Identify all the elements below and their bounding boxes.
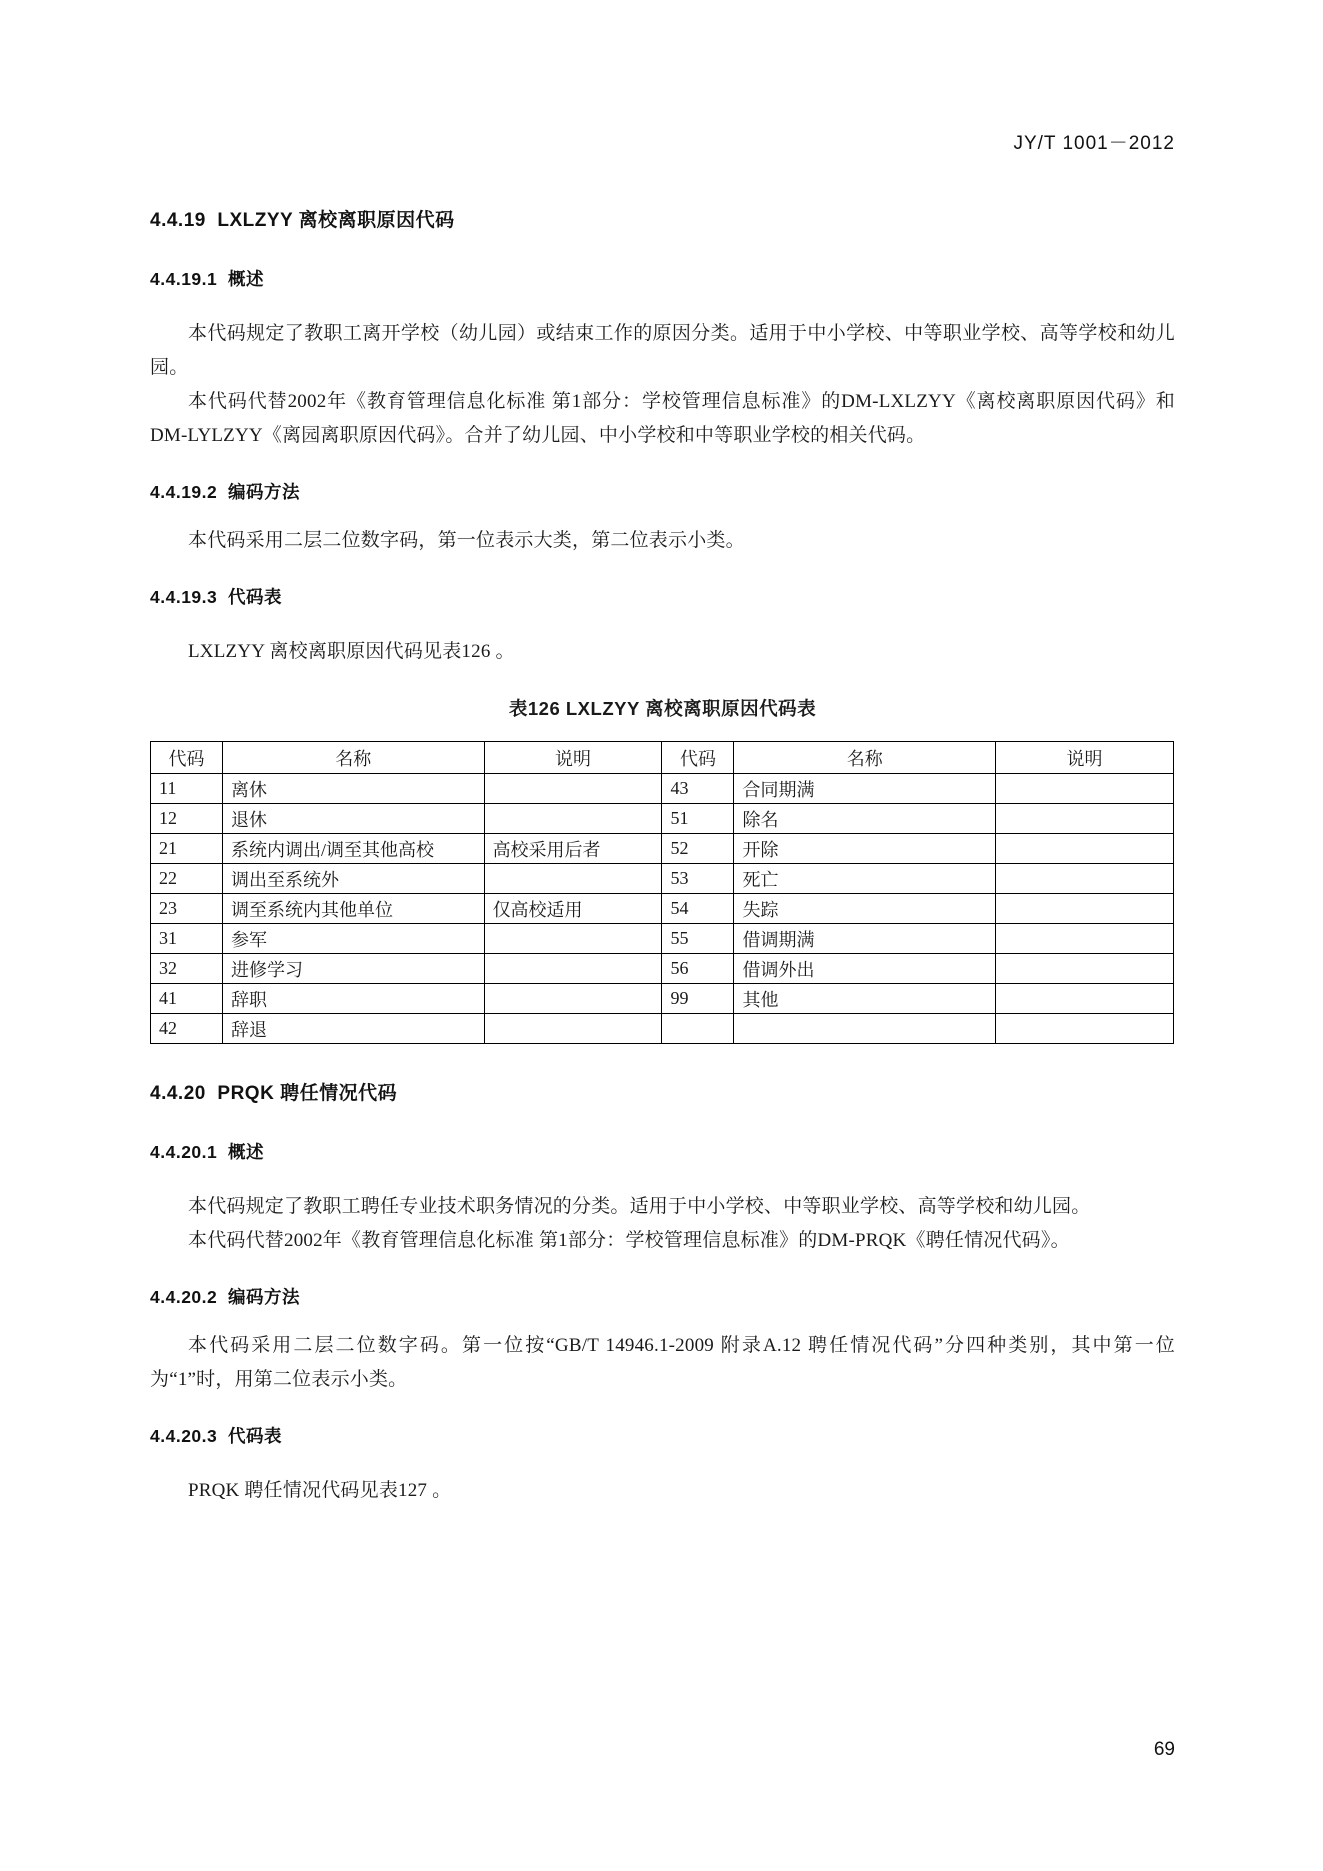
code-table (150, 741, 1174, 1044)
cell-code: 21 (151, 834, 223, 864)
paragraph-overview-prqk-2: 本代码代替2002年《教育管理信息化标准 第1部分：学校管理信息标准》的DM-PRQK《聘任情况代码》。 (188, 1230, 1070, 1251)
cell-desc (996, 954, 1174, 984)
cell-desc (996, 864, 1174, 894)
section-title: LXLZYY 离校离职原因代码 (217, 210, 455, 231)
cell-desc (484, 804, 662, 834)
cell-desc (996, 1014, 1174, 1044)
cell-name (734, 1014, 996, 1044)
subsection-heading-4-4-19-1 (150, 266, 1175, 291)
table-row (151, 954, 1174, 984)
cell-name: 调出至系统外 (223, 864, 485, 894)
section-number: 4.4.20 (150, 1083, 206, 1104)
subsection-title: 概述 (227, 1142, 264, 1162)
column-header-name-1: 名称 (223, 742, 485, 774)
cell-code: 43 (662, 774, 734, 804)
table-row (151, 894, 1174, 924)
subsection-number: 4.4.19.1 (150, 269, 218, 289)
cell-desc (484, 954, 662, 984)
section-title: PRQK 聘任情况代码 (217, 1083, 398, 1104)
subsection-heading-4-4-20-3 (150, 1423, 1175, 1448)
paragraph-overview-prqk-1: 本代码规定了教职工聘任专业技术职务情况的分类。适用于中小学校、中等职业学校、高等学校和幼儿园。 (188, 1196, 1091, 1217)
cell-name: 死亡 (734, 864, 996, 894)
subsection-number: 4.4.20.2 (150, 1287, 218, 1307)
page-header (1013, 128, 1175, 155)
cell-desc (996, 984, 1174, 1014)
cell-name: 参军 (223, 924, 485, 954)
table-row (151, 834, 1174, 864)
subsection-heading-4-4-20-2 (150, 1284, 1175, 1309)
cell-code: 54 (662, 894, 734, 924)
subsection-title: 代码表 (227, 1426, 282, 1446)
table-row (151, 1014, 1174, 1044)
cell-desc (996, 834, 1174, 864)
section-heading-4-4-20 (150, 1078, 1175, 1105)
cell-code: 32 (151, 954, 223, 984)
section-heading-4-4-19 (150, 205, 1175, 232)
cell-code: 42 (151, 1014, 223, 1044)
table-row (151, 804, 1174, 834)
subsection-title: 概述 (227, 269, 264, 289)
cell-name: 辞职 (223, 984, 485, 1014)
table-row (151, 774, 1174, 804)
cell-name: 调至系统内其他单位 (223, 894, 485, 924)
cell-desc (484, 984, 662, 1014)
column-header-code-1: 代码 (151, 742, 223, 774)
cell-name: 系统内调出/调至其他高校 (223, 834, 485, 864)
cell-desc (484, 774, 662, 804)
cell-desc: 高校采用后者 (484, 834, 662, 864)
cell-name: 借调外出 (734, 954, 996, 984)
table-caption: 表126 LXLZYY 离校离职原因代码表 (508, 698, 817, 719)
table-header-row (151, 742, 1174, 774)
subsection-heading-4-4-19-2 (150, 479, 1175, 504)
cell-code (662, 1014, 734, 1044)
paragraph-coding-method: 本代码采用二层二位数字码，第一位表示大类，第二位表示小类。 (188, 530, 745, 551)
subsection-number: 4.4.19.3 (150, 587, 218, 607)
column-header-desc-2: 说明 (996, 742, 1174, 774)
cell-desc: 仅高校适用 (484, 894, 662, 924)
cell-code: 52 (662, 834, 734, 864)
subsection-title: 代码表 (227, 587, 282, 607)
cell-desc (996, 894, 1174, 924)
cell-name: 退休 (223, 804, 485, 834)
cell-code: 99 (662, 984, 734, 1014)
paragraph-coding-method-prqk: 本代码采用二层二位数字码。第一位按“GB/T 14946.1-2009 附录A.12 聘任情况代码”分四种类别，其中第一位为“1”时，用第二位表示小类。 (150, 1335, 1175, 1390)
subsection-heading-4-4-20-1 (150, 1139, 1175, 1164)
cell-name: 除名 (734, 804, 996, 834)
paragraph-code-table-ref: LXLZYY 离校离职原因代码见表126 。 (188, 641, 515, 662)
cell-name: 辞退 (223, 1014, 485, 1044)
standard-id: JY/T 1001－2012 (1013, 133, 1175, 154)
cell-desc (484, 864, 662, 894)
cell-code: 31 (151, 924, 223, 954)
cell-code: 56 (662, 954, 734, 984)
paragraph-overview-2: 本代码代替2002年《教育管理信息化标准 第1部分：学校管理信息标准》的DM-LXLZYY《离校离职原因代码》和DM-LYLZYY《离园离职原因代码》。合并了幼儿园、中小学校和中等职业学校的相关代码。 (150, 391, 1175, 446)
cell-name: 其他 (734, 984, 996, 1014)
paragraph-overview-1: 本代码规定了教职工离开学校（幼儿园）或结束工作的原因分类。适用于中小学校、中等职业学校、高等学校和幼儿园。 (150, 323, 1175, 378)
cell-name: 失踪 (734, 894, 996, 924)
cell-name: 合同期满 (734, 774, 996, 804)
cell-name: 借调期满 (734, 924, 996, 954)
subsection-title: 编码方法 (227, 482, 300, 502)
subsection-heading-4-4-19-3 (150, 584, 1175, 609)
paragraph-code-table-ref-prqk: PRQK 聘任情况代码见表127 。 (188, 1480, 452, 1501)
subsection-number: 4.4.20.1 (150, 1142, 218, 1162)
table-row (151, 864, 1174, 894)
cell-code: 41 (151, 984, 223, 1014)
cell-code: 11 (151, 774, 223, 804)
column-header-code-2: 代码 (662, 742, 734, 774)
cell-desc (996, 774, 1174, 804)
subsection-number: 4.4.20.3 (150, 1426, 218, 1446)
page-content (150, 205, 1175, 1508)
cell-desc (484, 1014, 662, 1044)
column-header-name-2: 名称 (734, 742, 996, 774)
cell-code: 12 (151, 804, 223, 834)
column-header-desc-1: 说明 (484, 742, 662, 774)
cell-name: 进修学习 (223, 954, 485, 984)
cell-name: 离休 (223, 774, 485, 804)
cell-desc (996, 924, 1174, 954)
page-number: 69 (1153, 1739, 1175, 1760)
cell-desc (996, 804, 1174, 834)
cell-code: 23 (151, 894, 223, 924)
cell-name: 开除 (734, 834, 996, 864)
table-row (151, 984, 1174, 1014)
cell-code: 22 (151, 864, 223, 894)
cell-code: 51 (662, 804, 734, 834)
subsection-title: 编码方法 (227, 1287, 300, 1307)
cell-desc (484, 924, 662, 954)
section-number: 4.4.19 (150, 210, 206, 231)
cell-code: 53 (662, 864, 734, 894)
subsection-number: 4.4.19.2 (150, 482, 218, 502)
table-row (151, 924, 1174, 954)
cell-code: 55 (662, 924, 734, 954)
